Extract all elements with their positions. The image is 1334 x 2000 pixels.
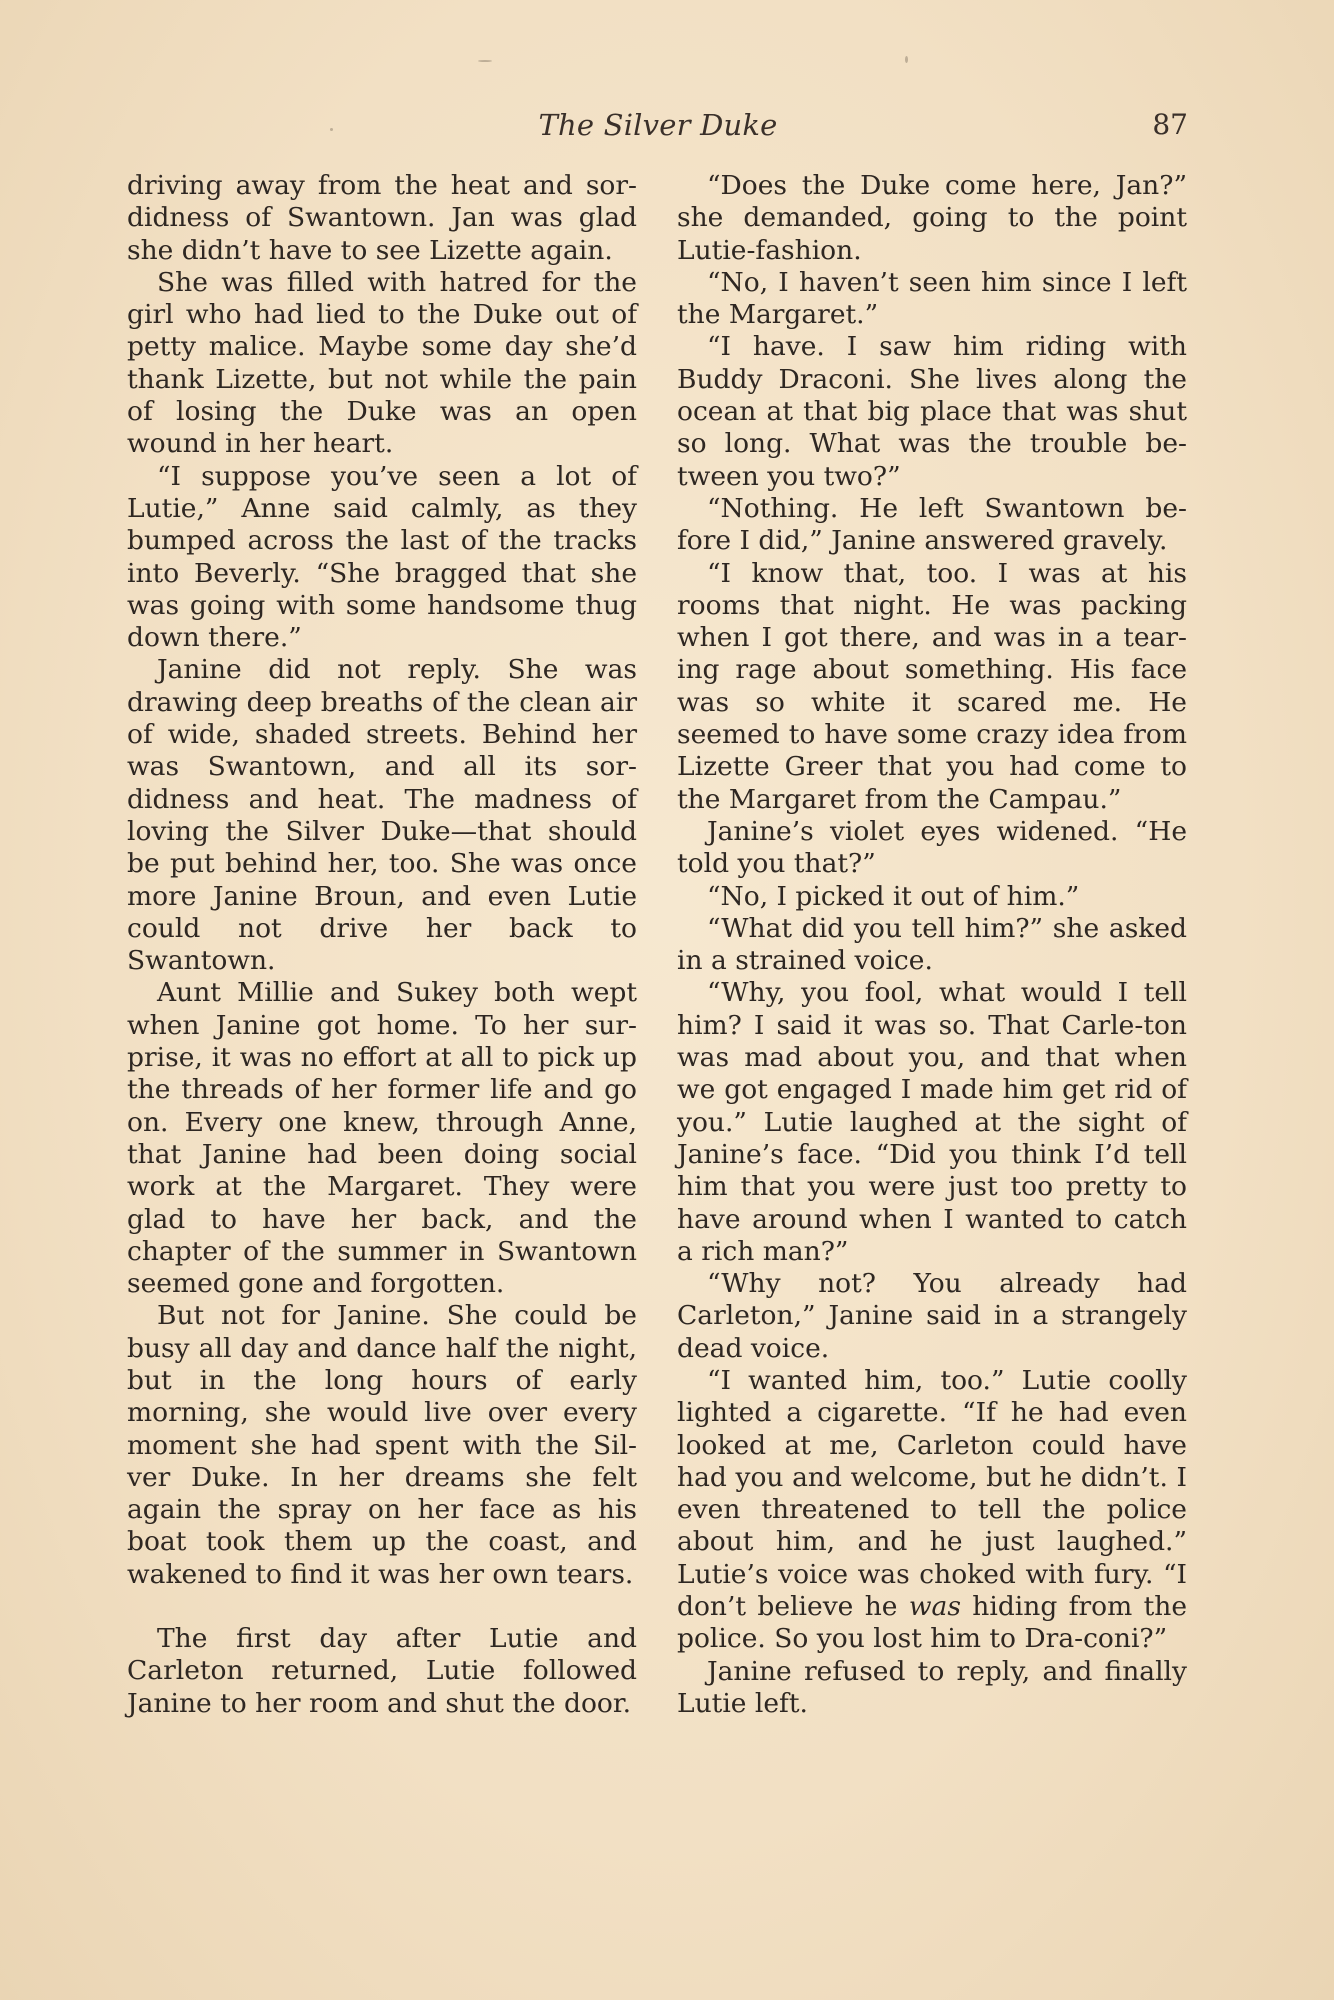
paragraph: Janine did not reply. She was drawing deep breaths of the clean air of wide, shaded streets. Behind her was Swantown, and all its sor-didness and heat. The madness of loving the Silver Duke—that should be put behind her, too. She was once more Janine Broun, and even Lutie could not drive her back to Swantown. [127,654,637,977]
page-header [128,108,1188,148]
paragraph [677,1365,1187,1656]
paragraph: Aunt Millie and Sukey both wept when Janine got home. To her sur-prise, it was no effort at all to pick up the threads of her former life and go on. Every one knew, through Anne, that Janine had been doing social work at the Margaret. They were glad to have her back, and the chapter of the summer in Swantown seemed gone and forgotten. [127,977,637,1300]
paragraph: “Why not? You already had Carleton,” Janine said in a strangely dead voice. [677,1268,1187,1364]
paragraph: Janine’s violet eyes widened. “He told you that?” [677,815,1187,880]
paragraph: “I suppose you’ve seen a lot of Lutie,” Anne said calmly, as they bumped across the last of the tracks into Beverly. “She bragged that she was going with some handsome thug down there.” [127,460,637,654]
running-head: The Silver Duke [538,108,778,142]
paragraph-text: hiding from the police. So you lost him to Dra-coni?” [677,1591,1187,1655]
right-column [677,170,1187,1720]
paragraph: “Nothing. He left Swantown be-fore I did,” Janine answered gravely. [677,492,1187,557]
paragraph: “Why, you fool, what would I tell him? I said it was so. That Carle-ton was mad about you, and that when we got engaged I made him get rid of you.” Lutie laughed at the sight of Janine’s face. “Did you think I’d tell him that you were just too pretty to have around when I wanted to catch a rich man?” [677,977,1187,1267]
paper-speck [905,56,908,63]
paragraph: “I have. I saw him riding with Buddy Draconi. She lives along the ocean at that big place that was shut so long. What was the trouble be-tween you two?” [677,331,1187,492]
page-number: 87 [1152,108,1188,141]
italic-emphasis: was [908,1591,961,1623]
paragraph: “No, I picked it out of him.” [707,880,1080,912]
paragraph: “Does the Duke come here, Jan?” she demanded, going to the point Lutie-fashion. [677,170,1187,266]
paragraph-text: “I wanted him, too.” Lutie coolly lighted a cigarette. “If he had even looked at me, Carleton could have had you and welcome, but he didn’t. I even threatened to tell the police about him, and he just laughed.” Lutie’s voice was choked with fury. “I don’t believe he [677,1364,1187,1623]
paragraph: “What did you tell him?” she asked in a strained voice. [677,912,1187,977]
left-column [127,170,637,1720]
paragraph: “No, I haven’t seen him since I left the Margaret.” [677,266,1187,331]
paper-speck [478,60,492,62]
paragraph: driving away from the heat and sor-didness of Swantown. Jan was glad she didn’t have to see Lizette again. [127,170,637,266]
paragraph: But not for Janine. She could be busy all day and dance half the night, but in the long hours of early morning, she would live over every moment she had spent with the Sil-ver Duke. In her dreams she felt again the spray on her face as his boat took them up the coast, and wakened to find it was her own tears. [127,1300,637,1590]
paragraph: “I know that, too. I was at his rooms that night. He was packing when I got there, and was in a tear-ing rage about something. His face was so white it scared me. He seemed to have some crazy idea from Lizette Greer that you had come to the Margaret from the Campau.” [677,557,1187,815]
section-start-paragraph: The first day after Lutie and Carleton returned, Lutie followed Janine to her room and shut the door. [127,1623,637,1719]
paragraph: Janine refused to reply, and finally Lutie left. [677,1655,1187,1719]
paragraph: She was filled with hatred for the girl who had lied to the Duke out of petty malice. Maybe some day she’d thank Lizette, but not while the pain of losing the Duke was an open wound in her heart. [127,266,637,460]
